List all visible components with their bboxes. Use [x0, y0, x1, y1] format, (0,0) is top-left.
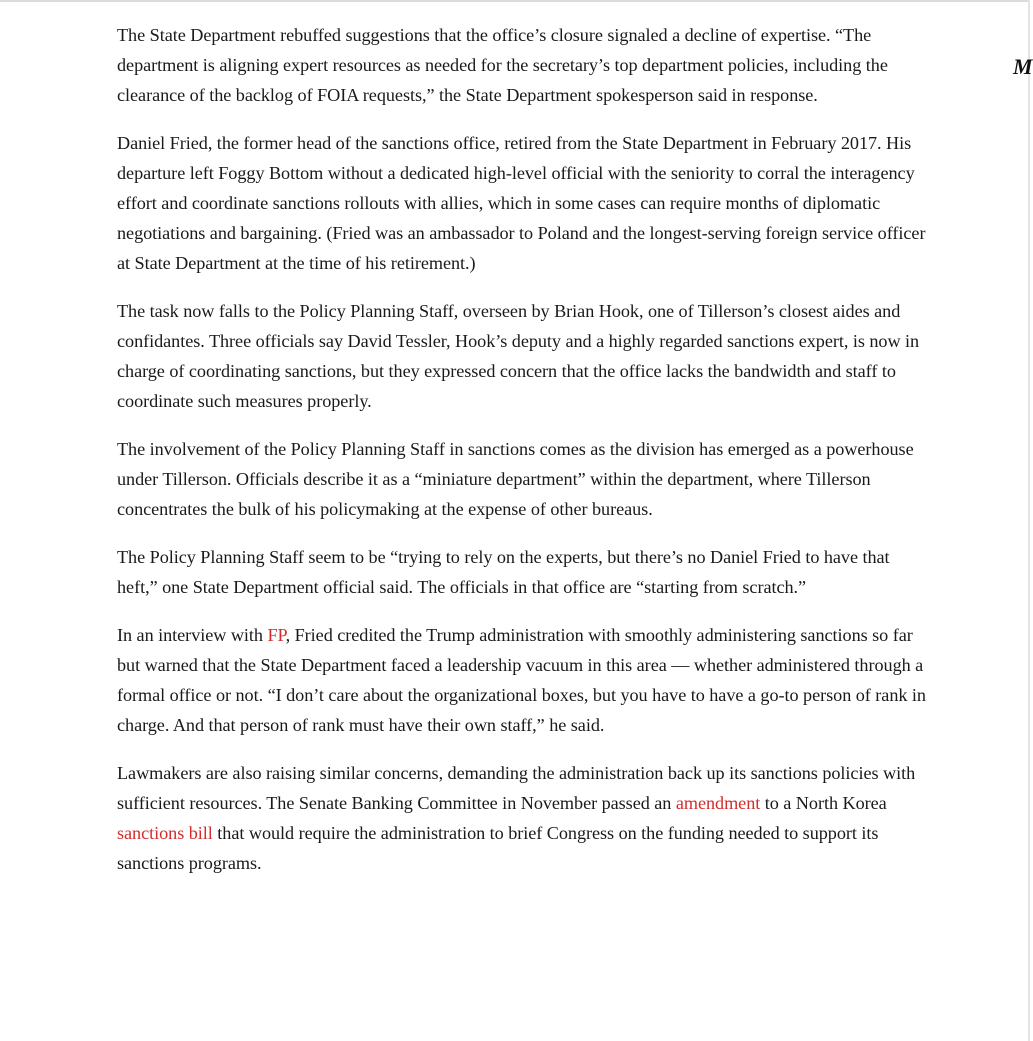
sidebar-cut-text: M: [1013, 54, 1033, 79]
paragraph-7-text-middle: to a North Korea: [760, 793, 887, 813]
fp-link[interactable]: FP: [267, 625, 286, 645]
paragraph-6-text-start: In an interview with: [117, 625, 268, 645]
right-edge-divider: [1028, 0, 1030, 1041]
sanctions-bill-link[interactable]: sanctions bill: [117, 823, 213, 843]
paragraph-3: The task now falls to the Policy Planning Staff, overseen by Brian Hook, one of Tillerson’s closest aides and confidantes. Three officials say David Tessler, Hook’s deputy and a highly regarded sanctions expert, is now in charge of coordinating sanctions, but they expressed concern that the office lacks the bandwidth and staff to coordinate such measures properly.: [117, 301, 920, 411]
paragraph-5: The Policy Planning Staff seem to be “trying to rely on the experts, but there’s no Daniel Fried to have that heft,” one State Department official said. The officials in that office are “starting from scratch.”: [117, 547, 890, 597]
paragraph-7-text-end: that would require the administration to brief Congress on the funding needed to support its sanctions programs.: [117, 823, 879, 873]
paragraph-7-text-start: Lawmakers are also raising similar concerns, demanding the administration back up its sanctions policies with sufficient resources. The Senate Banking Committee in November passed an: [117, 763, 916, 813]
article-body: [117, 20, 929, 896]
paragraph-6-text-end: , Fried credited the Trump administration with smoothly administering sanctions so far but warned that the State Department faced a leadership vacuum in this area — whether administered through a formal office or not. “I don’t care about the organizational boxes, but you have to have a go-to person of rank in charge. And that person of rank must have their own staff,” he said.: [117, 625, 926, 735]
paragraph-2: Daniel Fried, the former head of the sanctions office, retired from the State Department in February 2017. His departure left Foggy Bottom without a dedicated high-level official with the seniority to corral the interagency effort and coordinate sanctions rollouts with allies, which in some cases can require months of diplomatic negotiations and bargaining. (Fried was an ambassador to Poland and the longest-serving foreign service officer at State Department at the time of his retirement.): [117, 133, 926, 273]
paragraph-6: [117, 620, 929, 740]
paragraph-7: [117, 758, 929, 878]
top-divider: [0, 0, 1030, 2]
paragraph-4: The involvement of the Policy Planning Staff in sanctions comes as the division has emerged as a powerhouse under Tillerson. Officials describe it as a “miniature department” within the department, where Tillerson concentrates the bulk of his policymaking at the expense of other bureaus.: [117, 439, 914, 519]
amendment-link[interactable]: amendment: [675, 793, 761, 813]
paragraph-1: The State Department rebuffed suggestions that the office’s closure signaled a decline of expertise. “The department is aligning expert resources as needed for the secretary’s top department policies, including the clearance of the backlog of FOIA requests,” the State Department spokesperson said in response.: [117, 25, 888, 105]
